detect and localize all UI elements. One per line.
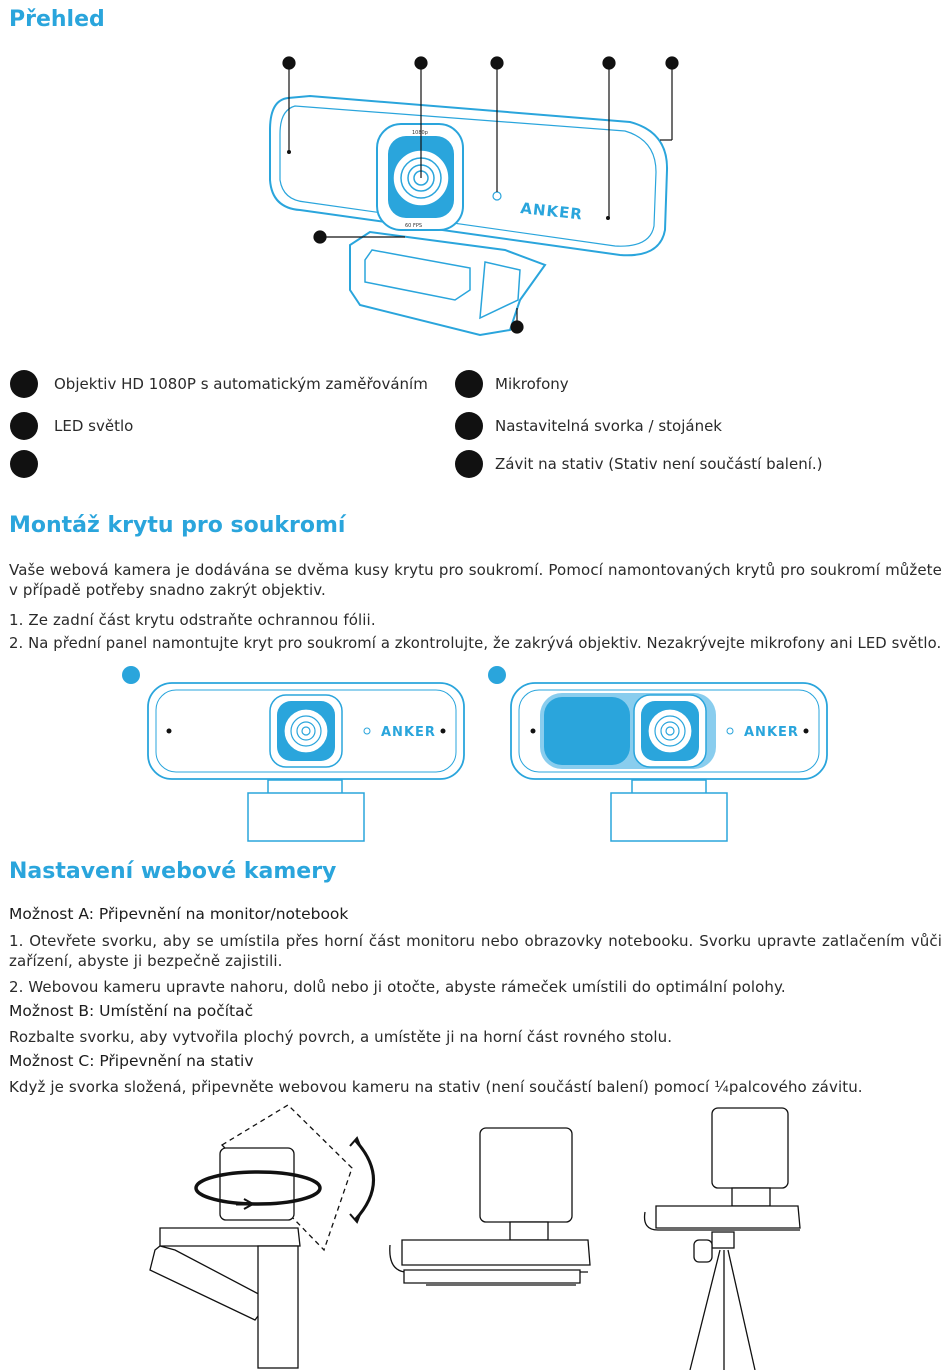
option-a-title: Možnost A: Připevnění na monitor/notebook: [9, 905, 349, 923]
legend-marker: [10, 412, 38, 440]
legend-marker: [455, 450, 483, 478]
legend-item: Nastavitelná svorka / stojánek: [495, 417, 722, 435]
option-a-step-1: 1. Otevřete svorku, aby se umístila přes horní část monitoru nebo obrazovky notebooku. Svorku upravte zatlačením vůči zařízení, abyste ji bezpečně zajistili.: [9, 932, 942, 970]
legend-marker: [455, 370, 483, 398]
webcam-overview-illustration: [0, 0, 950, 345]
setup-options-illustration: [0, 1100, 950, 1370]
option-b-text: Rozbalte svorku, aby vytvořila plochý povrch, a umístěte ji na horní část rovného stolu.: [9, 1028, 673, 1046]
legend-item: Závit na stativ (Stativ není součástí balení.): [495, 455, 823, 473]
lens-bottom-text: 60 FPS: [405, 223, 423, 229]
option-a-step-2: 2. Webovou kameru upravte nahoru, dolů nebo ji otočte, abyste rámeček umístili do optimální polohy.: [9, 978, 786, 996]
legend-item: Objektiv HD 1080P s automatickým zaměřováním: [54, 375, 428, 393]
overview-title: Přehled: [9, 7, 105, 32]
privacy-step-2: 2. Na přední panel namontujte kryt pro soukromí a zkontrolujte, že zakrývá objektiv. Nezakrývejte mikrofony ani LED světlo.: [9, 635, 942, 652]
privacy-cover-illustration: [0, 655, 950, 845]
legend-marker: [10, 450, 38, 478]
brand-logo: ANKER: [381, 725, 436, 740]
legend-item: LED světlo: [54, 417, 134, 435]
privacy-step-1: 1. Ze zadní část krytu odstraňte ochrannou fólii.: [9, 611, 376, 629]
privacy-intro: Vaše webová kamera je dodávána se dvěma kusy krytu pro soukromí. Pomocí namontovaných krytů pro soukromí můžete v případě potřeby snadno zakrýt objektiv.: [9, 561, 942, 599]
privacy-title: Montáž krytu pro soukromí: [9, 513, 346, 538]
brand-logo: ANKER: [519, 199, 584, 224]
legend-item: Mikrofony: [495, 375, 569, 393]
option-c-text: Když je svorka složená, připevněte webovou kameru na stativ (není součástí balení) pomocí ¼palcového závitu.: [9, 1078, 863, 1096]
legend-marker: [455, 412, 483, 440]
setup-title: Nastavení webové kamery: [9, 859, 337, 884]
lens-top-text: 1080p: [412, 130, 428, 136]
legend-marker: [10, 370, 38, 398]
option-b-title: Možnost B: Umístění na počítač: [9, 1002, 254, 1020]
brand-logo: ANKER: [744, 725, 799, 740]
option-c-title: Možnost C: Připevnění na stativ: [9, 1052, 254, 1070]
